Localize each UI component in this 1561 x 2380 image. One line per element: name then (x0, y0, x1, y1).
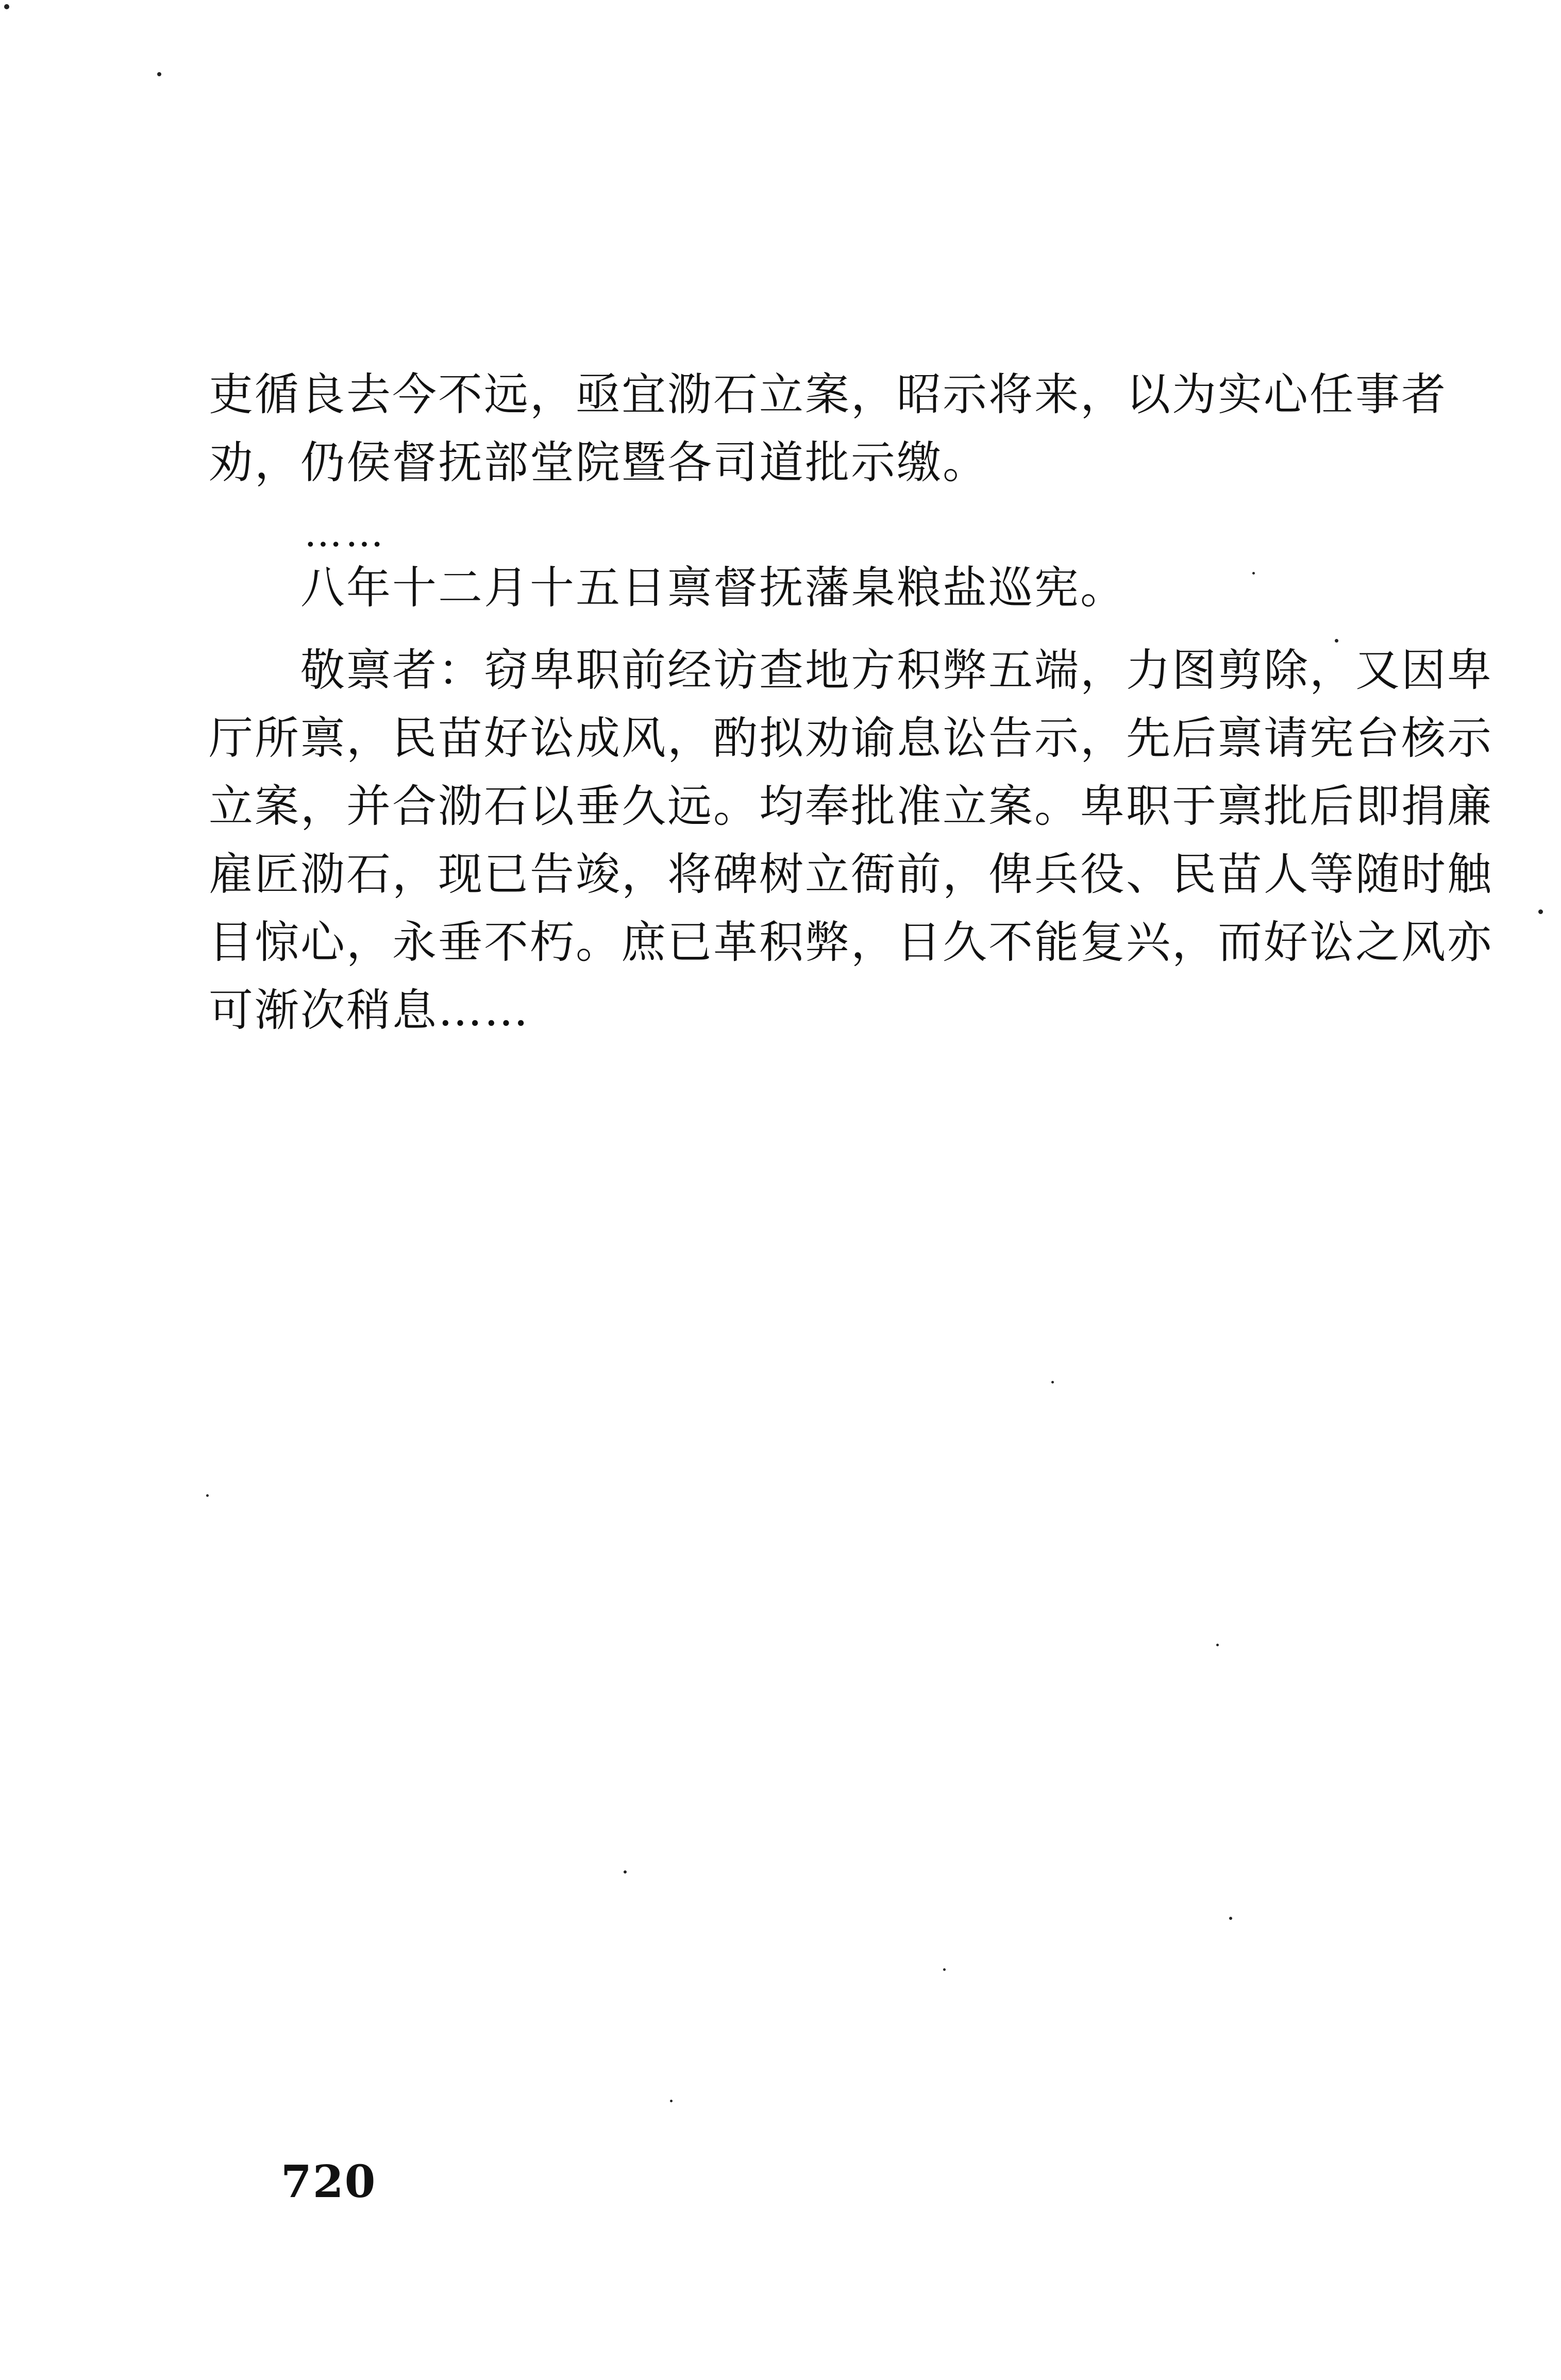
scan-speck (1252, 572, 1255, 575)
scan-speck (1335, 639, 1338, 643)
text-line: 立案，并合泐石以垂久远。均奉批准立案。卑职于禀批后即捐廉 (209, 781, 1493, 832)
text-line: 敬禀者：窃卑职前经访查地方积弊五端，力图剪除，又因卑 (300, 645, 1493, 696)
scan-speck (624, 1870, 627, 1873)
scan-speck (206, 1494, 209, 1497)
text-line: 雇匠泐石，现已告竣，将碑树立衙前，俾兵役、民苗人等随时触 (209, 849, 1493, 900)
omission-ellipsis: …… (304, 511, 387, 555)
letter-heading: 八年十二月十五日禀督抚藩臬粮盐巡宪。 (300, 562, 1126, 614)
scan-speck (1229, 1917, 1232, 1920)
text-line: 可渐次稍息…… (209, 985, 530, 1036)
scan-speck (1538, 909, 1543, 914)
scan-speck (1216, 1644, 1219, 1646)
scan-speck (943, 1968, 946, 1971)
text-line: 厅所禀，民苗好讼成风，酌拟劝谕息讼告示，先后禀请宪台核示 (209, 713, 1493, 764)
text-line: 劝，仍侯督抚部堂院暨各司道批示缴。 (209, 437, 988, 488)
scan-speck (1051, 1381, 1054, 1383)
scan-speck (4, 4, 9, 9)
scan-speck (157, 72, 161, 76)
text-line: 目惊心，永垂不朽。庶已革积弊，日久不能复兴，而好讼之风亦 (209, 917, 1493, 968)
scan-speck (670, 2100, 673, 2102)
letter-body (209, 636, 1493, 1044)
letter-heading-block (209, 554, 1440, 622)
page-number: 720 (281, 2156, 377, 2208)
paragraph-continuation (209, 361, 1447, 497)
text-line: 吏循良去今不远，亟宜泐石立案，昭示将来，以为实心任事者 (209, 369, 1447, 420)
